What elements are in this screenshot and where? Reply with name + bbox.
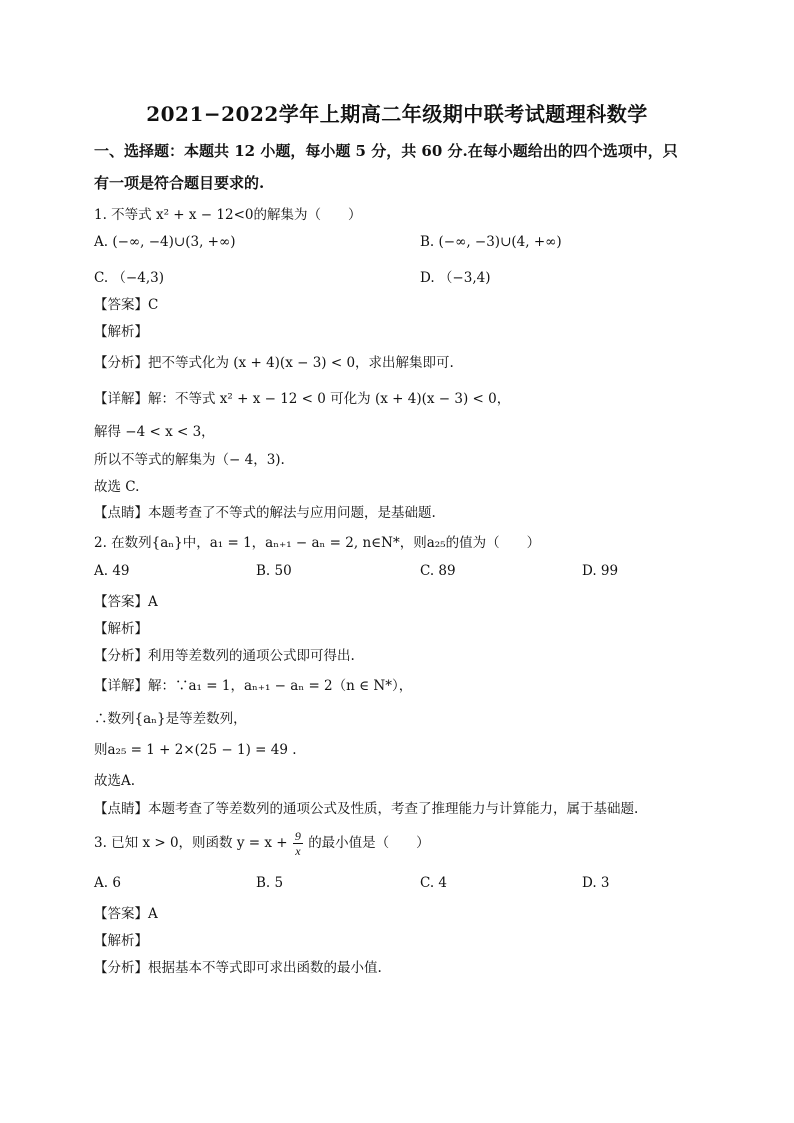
q1-comment: 【点睛】本题考查了不等式的解法与应用问题，是基础题.	[94, 505, 436, 521]
q1-option-c: C. （−4,3)	[94, 270, 164, 286]
q1-fenxi: 【分析】把不等式化为 (x + 4)(x − 3) < 0，求出解集即可.	[94, 355, 454, 371]
question-2-stem: 2. 在数列{aₙ}中，a₁ = 1，aₙ₊₁ − aₙ = 2, n∈N*，则a₂₅的值为（ ）	[94, 535, 541, 551]
q2-option-a: A. 49	[94, 563, 130, 579]
q2-comment: 【点睛】本题考查了等差数列的通项公式及性质，考查了推理能力与计算能力，属于基础题.	[94, 801, 639, 817]
section-header-line-2: 有一项是符合题目要求的.	[94, 174, 265, 192]
q1-detail-2: 解得 −4 < x < 3，	[94, 424, 215, 440]
q1-option-a: A. (−∞, −4)∪(3, +∞)	[94, 234, 236, 250]
q3-option-c: C. 4	[420, 875, 448, 891]
q1-analysis-heading: 【解析】	[94, 324, 148, 340]
q2-answer: 【答案】A	[94, 594, 158, 610]
q1-answer: 【答案】C	[94, 297, 159, 313]
q3-analysis-heading: 【解析】	[94, 933, 148, 949]
q2-detail-1: 【详解】解：∵a₁ = 1，aₙ₊₁ − aₙ = 2（n ∈ N*），	[94, 678, 413, 694]
q3-option-b: B. 5	[256, 875, 284, 891]
q3-fraction-numerator: 9	[294, 829, 301, 843]
q3-answer: 【答案】A	[94, 906, 158, 922]
q2-option-b: B. 50	[256, 563, 292, 579]
q2-analysis-heading: 【解析】	[94, 621, 148, 637]
page-title: 2021−2022学年上期高二年级期中联考试题理科数学	[146, 102, 648, 126]
question-3-stem	[94, 830, 430, 857]
q1-detail-4: 故选 C.	[94, 479, 140, 495]
q2-option-d: D. 99	[582, 563, 619, 579]
q2-detail-4: 故选A.	[94, 773, 136, 789]
q2-fenxi: 【分析】利用等差数列的通项公式即可得出.	[94, 648, 355, 664]
q2-detail-2: ∴数列{aₙ}是等差数列，	[94, 711, 247, 727]
q1-option-d: D. （−3,4)	[420, 270, 491, 286]
q3-fraction-denominator: x	[295, 844, 301, 858]
q1-option-b: B. (−∞, −3)∪(4, +∞)	[420, 234, 562, 250]
question-1-stem: 1. 不等式 x² + x − 12<0的解集为（ ）	[94, 207, 362, 223]
section-header-line-1: 一、选择题：本题共 12 小题，每小题 5 分，共 60 分.在每小题给出的四个选项中，只	[94, 142, 678, 160]
q2-detail-3: 则a₂₅ = 1 + 2×(25 − 1) = 49 .	[94, 742, 297, 758]
q1-detail-3: 所以不等式的解集为（− 4，3).	[94, 452, 285, 468]
q3-fenxi: 【分析】根据基本不等式即可求出函数的最小值.	[94, 960, 382, 976]
q3-stem-suffix: 的最小值是（ ）	[308, 835, 430, 851]
q3-stem-prefix: 3. 已知 x > 0，则函数 y = x +	[94, 835, 288, 851]
q3-option-a: A. 6	[94, 875, 121, 891]
q2-option-c: C. 89	[420, 563, 456, 579]
q3-option-d: D. 3	[582, 875, 610, 891]
q3-fraction	[293, 830, 303, 857]
q1-detail-1: 【详解】解：不等式 x² + x − 12 < 0 可化为 (x + 4)(x − 3) < 0，	[94, 391, 511, 407]
